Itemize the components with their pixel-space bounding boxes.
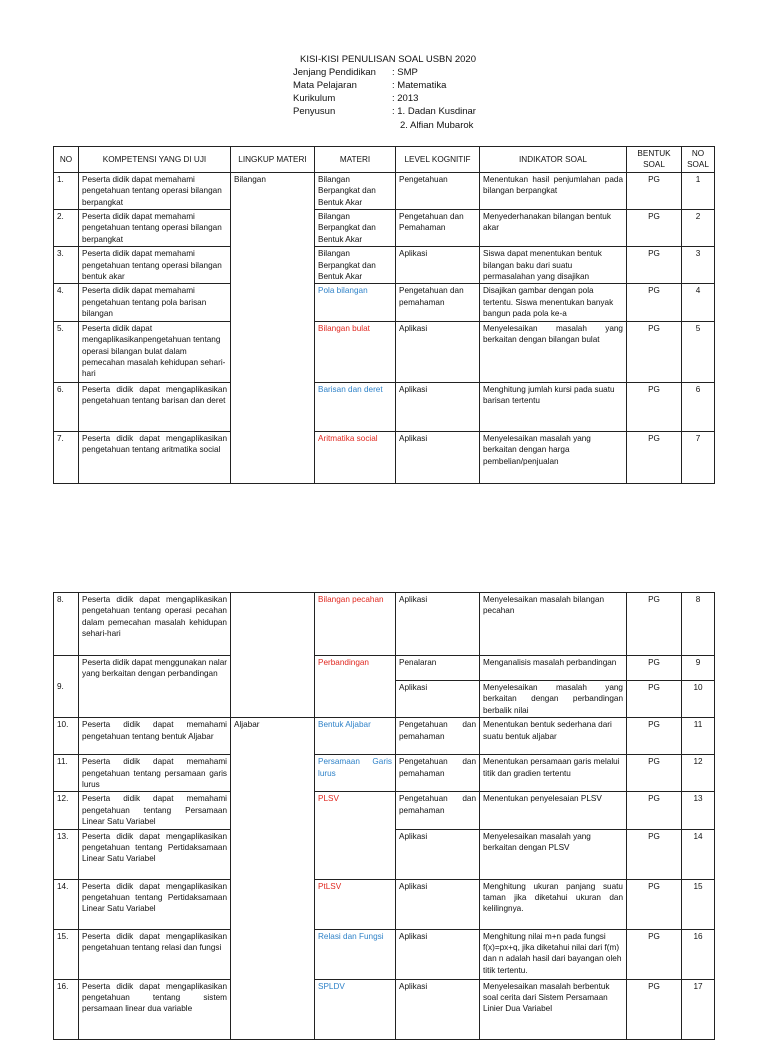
cell-indikator: Menghitung jumlah kursi pada suatu barisan tertentu <box>480 382 627 431</box>
table-row <box>54 321 715 382</box>
cell-materi: Bilangan Berpangkat dan Bentuk Akar <box>315 210 396 247</box>
cell-indikator: Menentukan hasil penjumlahan pada bilangan berpangkat <box>480 172 627 209</box>
table-row <box>54 284 715 321</box>
cell-materi: Bilangan pecahan <box>315 593 396 656</box>
table-row <box>54 979 715 1039</box>
cell-materi: Persamaan Garis lurus <box>315 755 396 792</box>
cell-level: Aplikasi <box>396 247 480 284</box>
cell-indikator: Siswa dapat menentukan bentuk bilangan baku dari suatu permasalahan yang disajikan <box>480 247 627 284</box>
cell-no-soal: 10 <box>682 681 715 718</box>
cell-lingkup <box>231 593 315 718</box>
cell-materi: Bilangan Berpangkat dan Bentuk Akar <box>315 172 396 209</box>
cell-no: 3. <box>54 247 79 284</box>
cell-kompetensi: Peserta didik dapat mengaplikasikanpengetahuan tentang operasi bilangan bulat dalam pemecahan masalah kehidupan sehari-hari <box>79 321 231 382</box>
cell-kompetensi: Peserta didik dapat mengaplikasikan pengetahuan tentang relasi dan fungsi <box>79 929 231 979</box>
cell-no-soal: 1 <box>682 172 715 209</box>
cell-no: 16. <box>54 979 79 1039</box>
cell-indikator: Menyederhanakan bilangan bentuk akar <box>480 210 627 247</box>
cell-materi: Aritmatika social <box>315 431 396 483</box>
cell-no-soal: 9 <box>682 656 715 681</box>
cell-bentuk: PG <box>627 321 682 382</box>
cell-materi: Relasi dan Fungsi <box>315 929 396 979</box>
info-kurikulum: Kurikulum : 2013 <box>293 93 419 104</box>
cell-materi: PLSV <box>315 792 396 879</box>
cell-no-soal: 8 <box>682 593 715 656</box>
cell-level: Pengetahuan dan pemahaman <box>396 755 480 792</box>
cell-bentuk: PG <box>627 879 682 929</box>
cell-bentuk: PG <box>627 431 682 483</box>
cell-level: Pengetahuan dan pemahaman <box>396 792 480 829</box>
cell-level: Aplikasi <box>396 681 480 718</box>
info-mapel: Mata Pelajaran : Matematika <box>293 80 447 91</box>
cell-kompetensi: Peserta didik dapat memahami pengetahuan tentang persamaan garis lurus <box>79 755 231 792</box>
cell-lingkup: Aljabar <box>231 718 315 1039</box>
cell-no-soal: 2 <box>682 210 715 247</box>
table-row <box>54 792 715 829</box>
cell-materi: Bentuk Aljabar <box>315 718 396 755</box>
cell-indikator: Menentukan penyelesaian PLSV <box>480 792 627 829</box>
cell-bentuk: PG <box>627 382 682 431</box>
cell-kompetensi: Peserta didik dapat memahami pengetahuan tentang pola barisan bilangan <box>79 284 231 321</box>
cell-no-soal: 7 <box>682 431 715 483</box>
table-row <box>54 929 715 979</box>
col-header-level: LEVEL KOGNITIF <box>396 147 480 173</box>
cell-indikator: Menentukan bentuk sederhana dari suatu bentuk aljabar <box>480 718 627 755</box>
cell-materi: Pola bilangan <box>315 284 396 321</box>
kisi-table-1 <box>53 146 715 484</box>
cell-bentuk: PG <box>627 792 682 829</box>
table-row <box>54 755 715 792</box>
cell-indikator: Disajikan gambar dengan pola tertentu. Siswa menentukan banyak bangun pada pola ke-a <box>480 284 627 321</box>
info-penyusun: Penyusun : 1. Dadan Kusdinar <box>293 106 476 117</box>
cell-level: Aplikasi <box>396 382 480 431</box>
cell-level: Aplikasi <box>396 431 480 483</box>
cell-level: Aplikasi <box>396 829 480 879</box>
cell-materi: SPLDV <box>315 979 396 1039</box>
cell-no-soal: 14 <box>682 829 715 879</box>
cell-bentuk: PG <box>627 656 682 681</box>
cell-kompetensi: Peserta didik dapat memahami pengetahuan tentang operasi bilangan berpangkat <box>79 172 231 209</box>
cell-no: 15. <box>54 929 79 979</box>
cell-indikator: Menyelesaikan masalah berbentuk soal cerita dari Sistem Persamaan Linier Dua Variabel <box>480 979 627 1039</box>
cell-level: Aplikasi <box>396 593 480 656</box>
cell-indikator: Menyelesaikan masalah yang berkaitan dengan harga pembelian/penjualan <box>480 431 627 483</box>
cell-bentuk: PG <box>627 681 682 718</box>
table-row <box>54 172 715 209</box>
cell-kompetensi: Peserta didik dapat mengaplikasikan pengetahuan tentang sistem persamaan linear dua variable <box>79 979 231 1039</box>
cell-level: Aplikasi <box>396 979 480 1039</box>
cell-no-soal: 4 <box>682 284 715 321</box>
cell-no: 12. <box>54 792 79 829</box>
cell-indikator: Menghitung ukuran panjang suatu taman jika diketahui ukuran dan kelilingnya. <box>480 879 627 929</box>
col-header-bentuk: BENTUK SOAL <box>627 147 682 173</box>
cell-kompetensi: Peserta didik dapat memahami pengetahuan tentang operasi bilangan berpangkat <box>79 210 231 247</box>
cell-kompetensi: Peserta didik dapat mengaplikasikan pengetahuan tentang aritmatika social <box>79 431 231 483</box>
cell-materi: Perbandingan <box>315 656 396 718</box>
cell-kompetensi: Peserta didik dapat mengaplikasikan pengetahuan tentang operasi pecahan dalam pemecahan masalah kehidupan sehari-hari <box>79 593 231 656</box>
kisi-table-2 <box>53 592 715 1040</box>
cell-no: 14. <box>54 879 79 929</box>
cell-lingkup: Bilangan <box>231 172 315 483</box>
cell-bentuk: PG <box>627 247 682 284</box>
cell-indikator: Menghitung nilai m+n pada fungsi f(x)=px+q, jika diketahui nilai dari f(m) dan n adalah hasil dari bayangan oleh titik tertentu. <box>480 929 627 979</box>
cell-indikator: Menyelesaikan masalah yang berkaitan dengan PLSV <box>480 829 627 879</box>
table-row <box>54 879 715 929</box>
cell-bentuk: PG <box>627 929 682 979</box>
cell-bentuk: PG <box>627 284 682 321</box>
cell-level: Pengetahuan dan pemahaman <box>396 718 480 755</box>
cell-kompetensi: Peserta didik dapat memahami pengetahuan tentang Persamaan Linear Satu Variabel <box>79 792 231 829</box>
cell-no-soal: 16 <box>682 929 715 979</box>
info-jenjang: Jenjang Pendidikan : SMP <box>293 67 418 78</box>
col-header-no-soal: NO SOAL <box>682 147 715 173</box>
col-header-kompetensi: KOMPETENSI YANG DI UJI <box>79 147 231 173</box>
table-row <box>54 593 715 656</box>
document-title: KISI-KISI PENULISAN SOAL USBN 2020 <box>300 54 476 65</box>
cell-no: 1. <box>54 172 79 209</box>
cell-no: 11. <box>54 755 79 792</box>
cell-kompetensi: Peserta didik dapat menggunakan nalar yang berkaitan dengan perbandingan <box>79 656 231 718</box>
cell-kompetensi: Peserta didik dapat memahami pengetahuan tentang bentuk Aljabar <box>79 718 231 755</box>
cell-materi: Bilangan Berpangkat dan Bentuk Akar <box>315 247 396 284</box>
cell-kompetensi: Peserta didik dapat memahami pengetahuan tentang operasi bilangan bentuk akar <box>79 247 231 284</box>
cell-no: 6. <box>54 382 79 431</box>
cell-no-soal: 11 <box>682 718 715 755</box>
cell-level: Pengetahuan <box>396 172 480 209</box>
cell-materi: Bilangan bulat <box>315 321 396 382</box>
cell-level: Pengetahuan dan Pemahaman <box>396 210 480 247</box>
col-header-indikator: INDIKATOR SOAL <box>480 147 627 173</box>
cell-no: 13. <box>54 829 79 879</box>
cell-bentuk: PG <box>627 593 682 656</box>
cell-bentuk: PG <box>627 718 682 755</box>
cell-no: 10. <box>54 718 79 755</box>
cell-indikator: Menentukan persamaan garis melalui titik dan gradien tertentu <box>480 755 627 792</box>
cell-no: 2. <box>54 210 79 247</box>
cell-bentuk: PG <box>627 172 682 209</box>
table-row <box>54 718 715 755</box>
cell-no-soal: 6 <box>682 382 715 431</box>
cell-no-soal: 3 <box>682 247 715 284</box>
cell-kompetensi: Peserta didik dapat mengaplikasikan pengetahuan tentang Pertidaksamaan Linear Satu Variabel <box>79 829 231 879</box>
cell-indikator: Menyelesaikan masalah yang berkaitan dengan perbandingan berbalik nilai <box>480 681 627 718</box>
cell-bentuk: PG <box>627 210 682 247</box>
cell-no: 9. <box>54 656 79 718</box>
cell-no-soal: 17 <box>682 979 715 1039</box>
cell-no-soal: 13 <box>682 792 715 829</box>
table-row <box>54 431 715 483</box>
cell-no-soal: 15 <box>682 879 715 929</box>
cell-no: 5. <box>54 321 79 382</box>
col-header-no: NO <box>54 147 79 173</box>
cell-no: 8. <box>54 593 79 656</box>
cell-bentuk: PG <box>627 979 682 1039</box>
table-header-row <box>54 147 715 173</box>
cell-materi: Barisan dan deret <box>315 382 396 431</box>
table-row <box>54 382 715 431</box>
cell-indikator: Menganalisis masalah perbandingan <box>480 656 627 681</box>
cell-no: 4. <box>54 284 79 321</box>
cell-no: 7. <box>54 431 79 483</box>
cell-level: Pengetahuan dan pemahaman <box>396 284 480 321</box>
table-row <box>54 656 715 681</box>
info-penyusun-2: 2. Alfian Mubarok <box>400 120 474 131</box>
cell-indikator: Menyelesaikan masalah yang berkaitan dengan bilangan bulat <box>480 321 627 382</box>
cell-kompetensi: Peserta didik dapat mengaplikasikan pengetahuan tentang barisan dan deret <box>79 382 231 431</box>
cell-no-soal: 5 <box>682 321 715 382</box>
cell-level: Penalaran <box>396 656 480 681</box>
cell-level: Aplikasi <box>396 929 480 979</box>
cell-level: Aplikasi <box>396 321 480 382</box>
table-row <box>54 210 715 247</box>
cell-materi: PtLSV <box>315 879 396 929</box>
cell-bentuk: PG <box>627 755 682 792</box>
table-row <box>54 247 715 284</box>
cell-kompetensi: Peserta didik dapat mengaplikasikan pengetahuan tentang Pertidaksamaan Linear Satu Variabel <box>79 879 231 929</box>
cell-indikator: Menyelesaikan masalah bilangan pecahan <box>480 593 627 656</box>
cell-no-soal: 12 <box>682 755 715 792</box>
col-header-materi: MATERI <box>315 147 396 173</box>
cell-level: Aplikasi <box>396 879 480 929</box>
cell-bentuk: PG <box>627 829 682 879</box>
col-header-lingkup: LINGKUP MATERI <box>231 147 315 173</box>
